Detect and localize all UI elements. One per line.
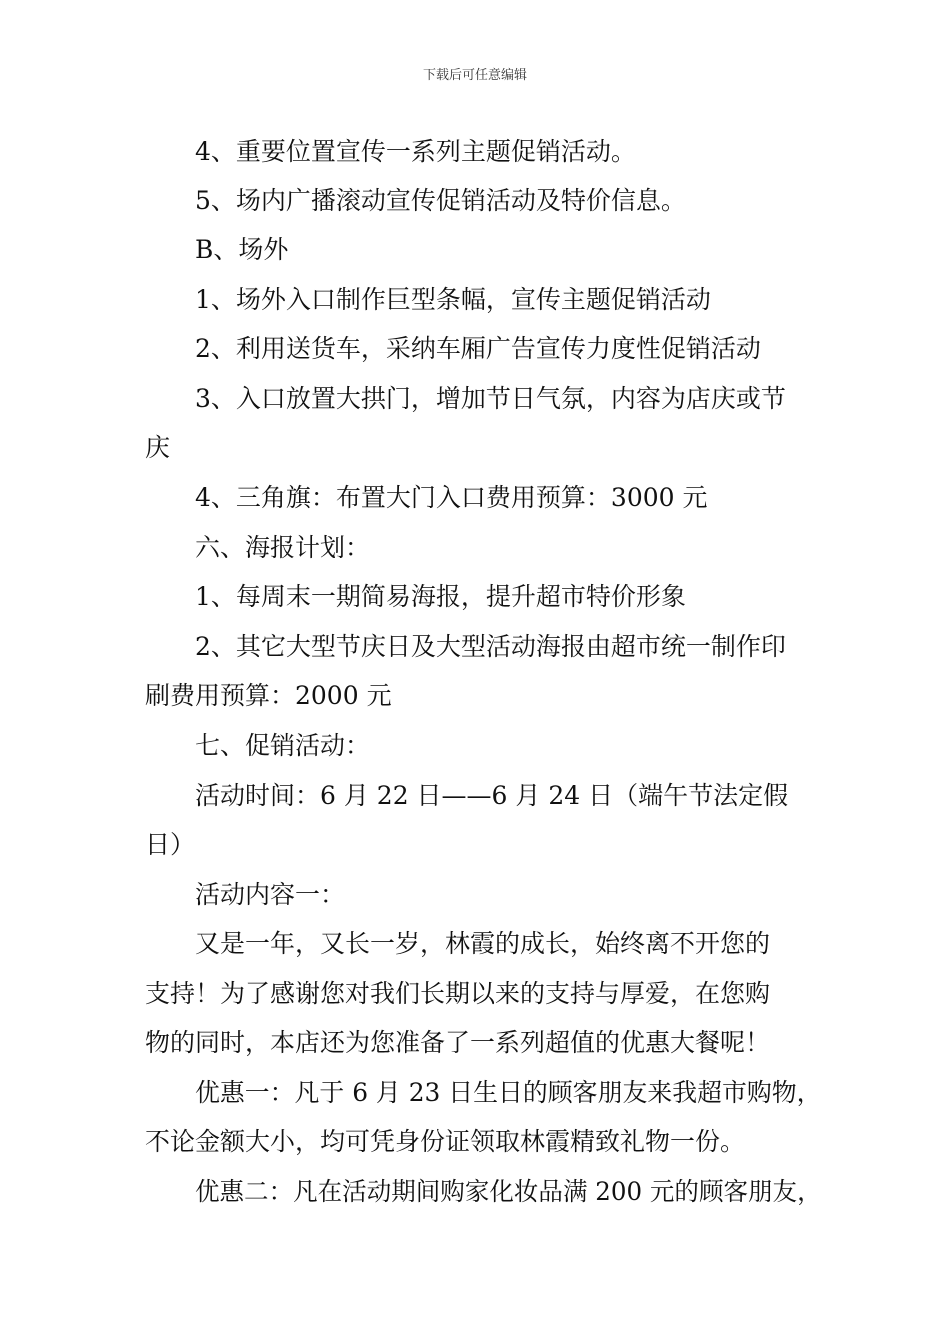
text-line: 2、利用送货车，采纳车厢广告宣传力度性促销活动	[195, 334, 761, 363]
text-line: 1、场外入口制作巨型条幅，宣传主题促销活动	[195, 285, 711, 314]
text-line: 日）	[145, 830, 196, 859]
text-line: 优惠一：凡于 6 月 23 日生日的顾客朋友来我超市购物，	[195, 1078, 822, 1107]
page-header: 下载后可任意编辑	[422, 68, 527, 83]
text-line: 支持！为了感谢您对我们长期以来的支持与厚爱，在您购	[145, 979, 771, 1008]
text-line: 优惠二：凡在活动期间购家化妆品满 200 元的顾客朋友，	[195, 1177, 822, 1206]
text-line: 物的同时，本店还为您准备了一系列超值的优惠大餐呢！	[145, 1028, 771, 1057]
section-heading: 七、促销活动：	[195, 731, 371, 760]
text-line: 又是一年，又长一岁，林霞的成长，始终离不开您的	[195, 929, 771, 958]
text-line: 不论金额大小，均可凭身份证领取林霞精致礼物一份。	[145, 1127, 746, 1156]
text-line: 活动时间：6 月 22 日——6 月 24 日（端午节法定假	[195, 781, 789, 810]
text-line: 5、场内广播滚动宣传促销活动及特价信息。	[195, 186, 686, 215]
section-heading: 六、海报计划：	[195, 533, 371, 562]
text-line: 庆	[145, 433, 171, 462]
text-line: 1、每周末一期简易海报，提升超市特价形象	[195, 582, 686, 611]
text-line: 刷费用预算：2000 元	[145, 681, 392, 710]
text-line: 2、其它大型节庆日及大型活动海报由超市统一制作印	[195, 632, 786, 661]
text-line: 4、三角旗：布置大门入口费用预算：3000 元	[195, 483, 708, 512]
text-line: 3、入口放置大拱门，增加节日气氛，内容为店庆或节	[195, 384, 786, 413]
text-line: 4、重要位置宣传一系列主题促销活动。	[195, 137, 636, 166]
text-line: 活动内容一：	[195, 880, 346, 909]
section-heading: B、场外	[195, 235, 289, 264]
